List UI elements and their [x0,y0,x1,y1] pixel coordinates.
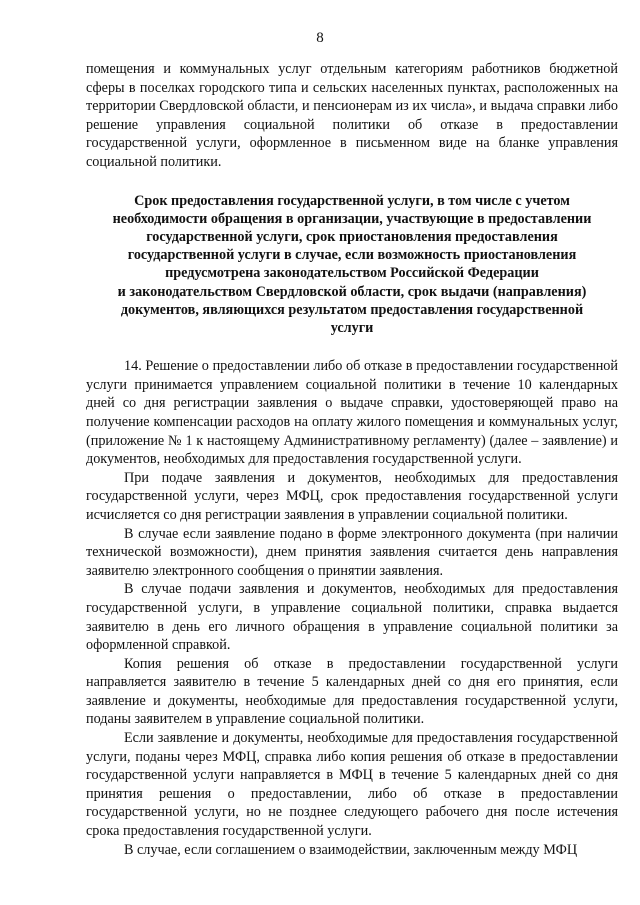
page-number: 8 [316,30,324,46]
paragraph-certificate-issue: В случае подачи заявления и документов, необходимых для предоставления государственной услуги, в управление социальной политики, справка выдается заявителю в день его личного обращения в управление социальной политики за оформленной справкой. [86,581,618,654]
section-heading-line: предусмотрена законодательством Российской Федерации [165,265,539,282]
paragraph-agreement: В случае, если соглашением о взаимодействии, заключенным между МФЦ [124,841,578,858]
section-heading-line: государственной услуги в случае, если возможность приостановления [127,247,577,264]
intro-paragraph: помещения и коммунальных услуг отдельным категориям работников бюджетной сферы в поселках городского типа и сельских населенных пунктах, расположенных на территории Свердловской области, и пенсионерам из их числа», и выдача справки либо решение управления социальной политики об отказе в предоставлении государственной услуги, оформленное в письменном виде на бланке управления социальной политики. [86,61,618,170]
paragraph-electronic-submission: В случае если заявление подано в форме электронного документа (при наличии технической возможности), днем принятия заявления считается день направления заявителю электронного сообщения о принятии заявления. [86,525,618,579]
paragraph-mfc-submission: При подаче заявления и документов, необходимых для предоставления государственной услуги, через МФЦ, срок предоставления государственной услуги исчисляется со дня регистрации заявления в управлении социальной политики. [86,469,618,523]
section-heading-line: государственной услуги, срок приостановления предоставления [146,228,558,245]
section-heading-line: услуги [330,319,374,336]
paragraph-mfc-delivery: Если заявление и документы, необходимые для предоставления государственной услуги, поданы через МФЦ, справка либо копия решения об отказе в предоставлении государственной услуги направляется в МФЦ в течение 5 календарных дней со дня принятия решения о предоставлении, либо об отказе в предоставлении государственной услуги, но не позднее следующего рабочего дня после истечения срока предоставления государственной услуги. [86,730,618,840]
section-heading-line: и законодательством Свердловской области, срок выдачи (направления) [117,283,587,300]
section-heading-line: необходимости обращения в организации, участвующие в предоставлении [112,210,592,227]
section-heading-line: Срок предоставления государственной услуги, в том числе с учетом [134,192,570,209]
section-heading [86,192,618,338]
section-heading-line: документов, являющихся результатом предоставления государственной [120,301,584,318]
paragraph-14-decision: 14. Решение о предоставлении либо об отказе в предоставлении государственной услуги принимается управлением социальной политики в течение 10 календарных дней со дня регистрации заявления о выдаче справки, удостоверяющей право на получение компенсации расходов на оплату жилого помещения и коммунальных услуг, (приложение № 1 к настоящему Административному регламенту) (далее – заявление) и документов, необходимых для предоставления государственной услуги. [86,358,618,468]
paragraph-refusal-copy: Копия решения об отказе в предоставлении государственной услуги направляется заявителю в течение 5 календарных дней со дня его принятия, если заявление и документы, необходимые для предоставления государственной услуги, поданы заявителем в управление социальной политики. [86,655,618,728]
document-body [86,60,618,859]
